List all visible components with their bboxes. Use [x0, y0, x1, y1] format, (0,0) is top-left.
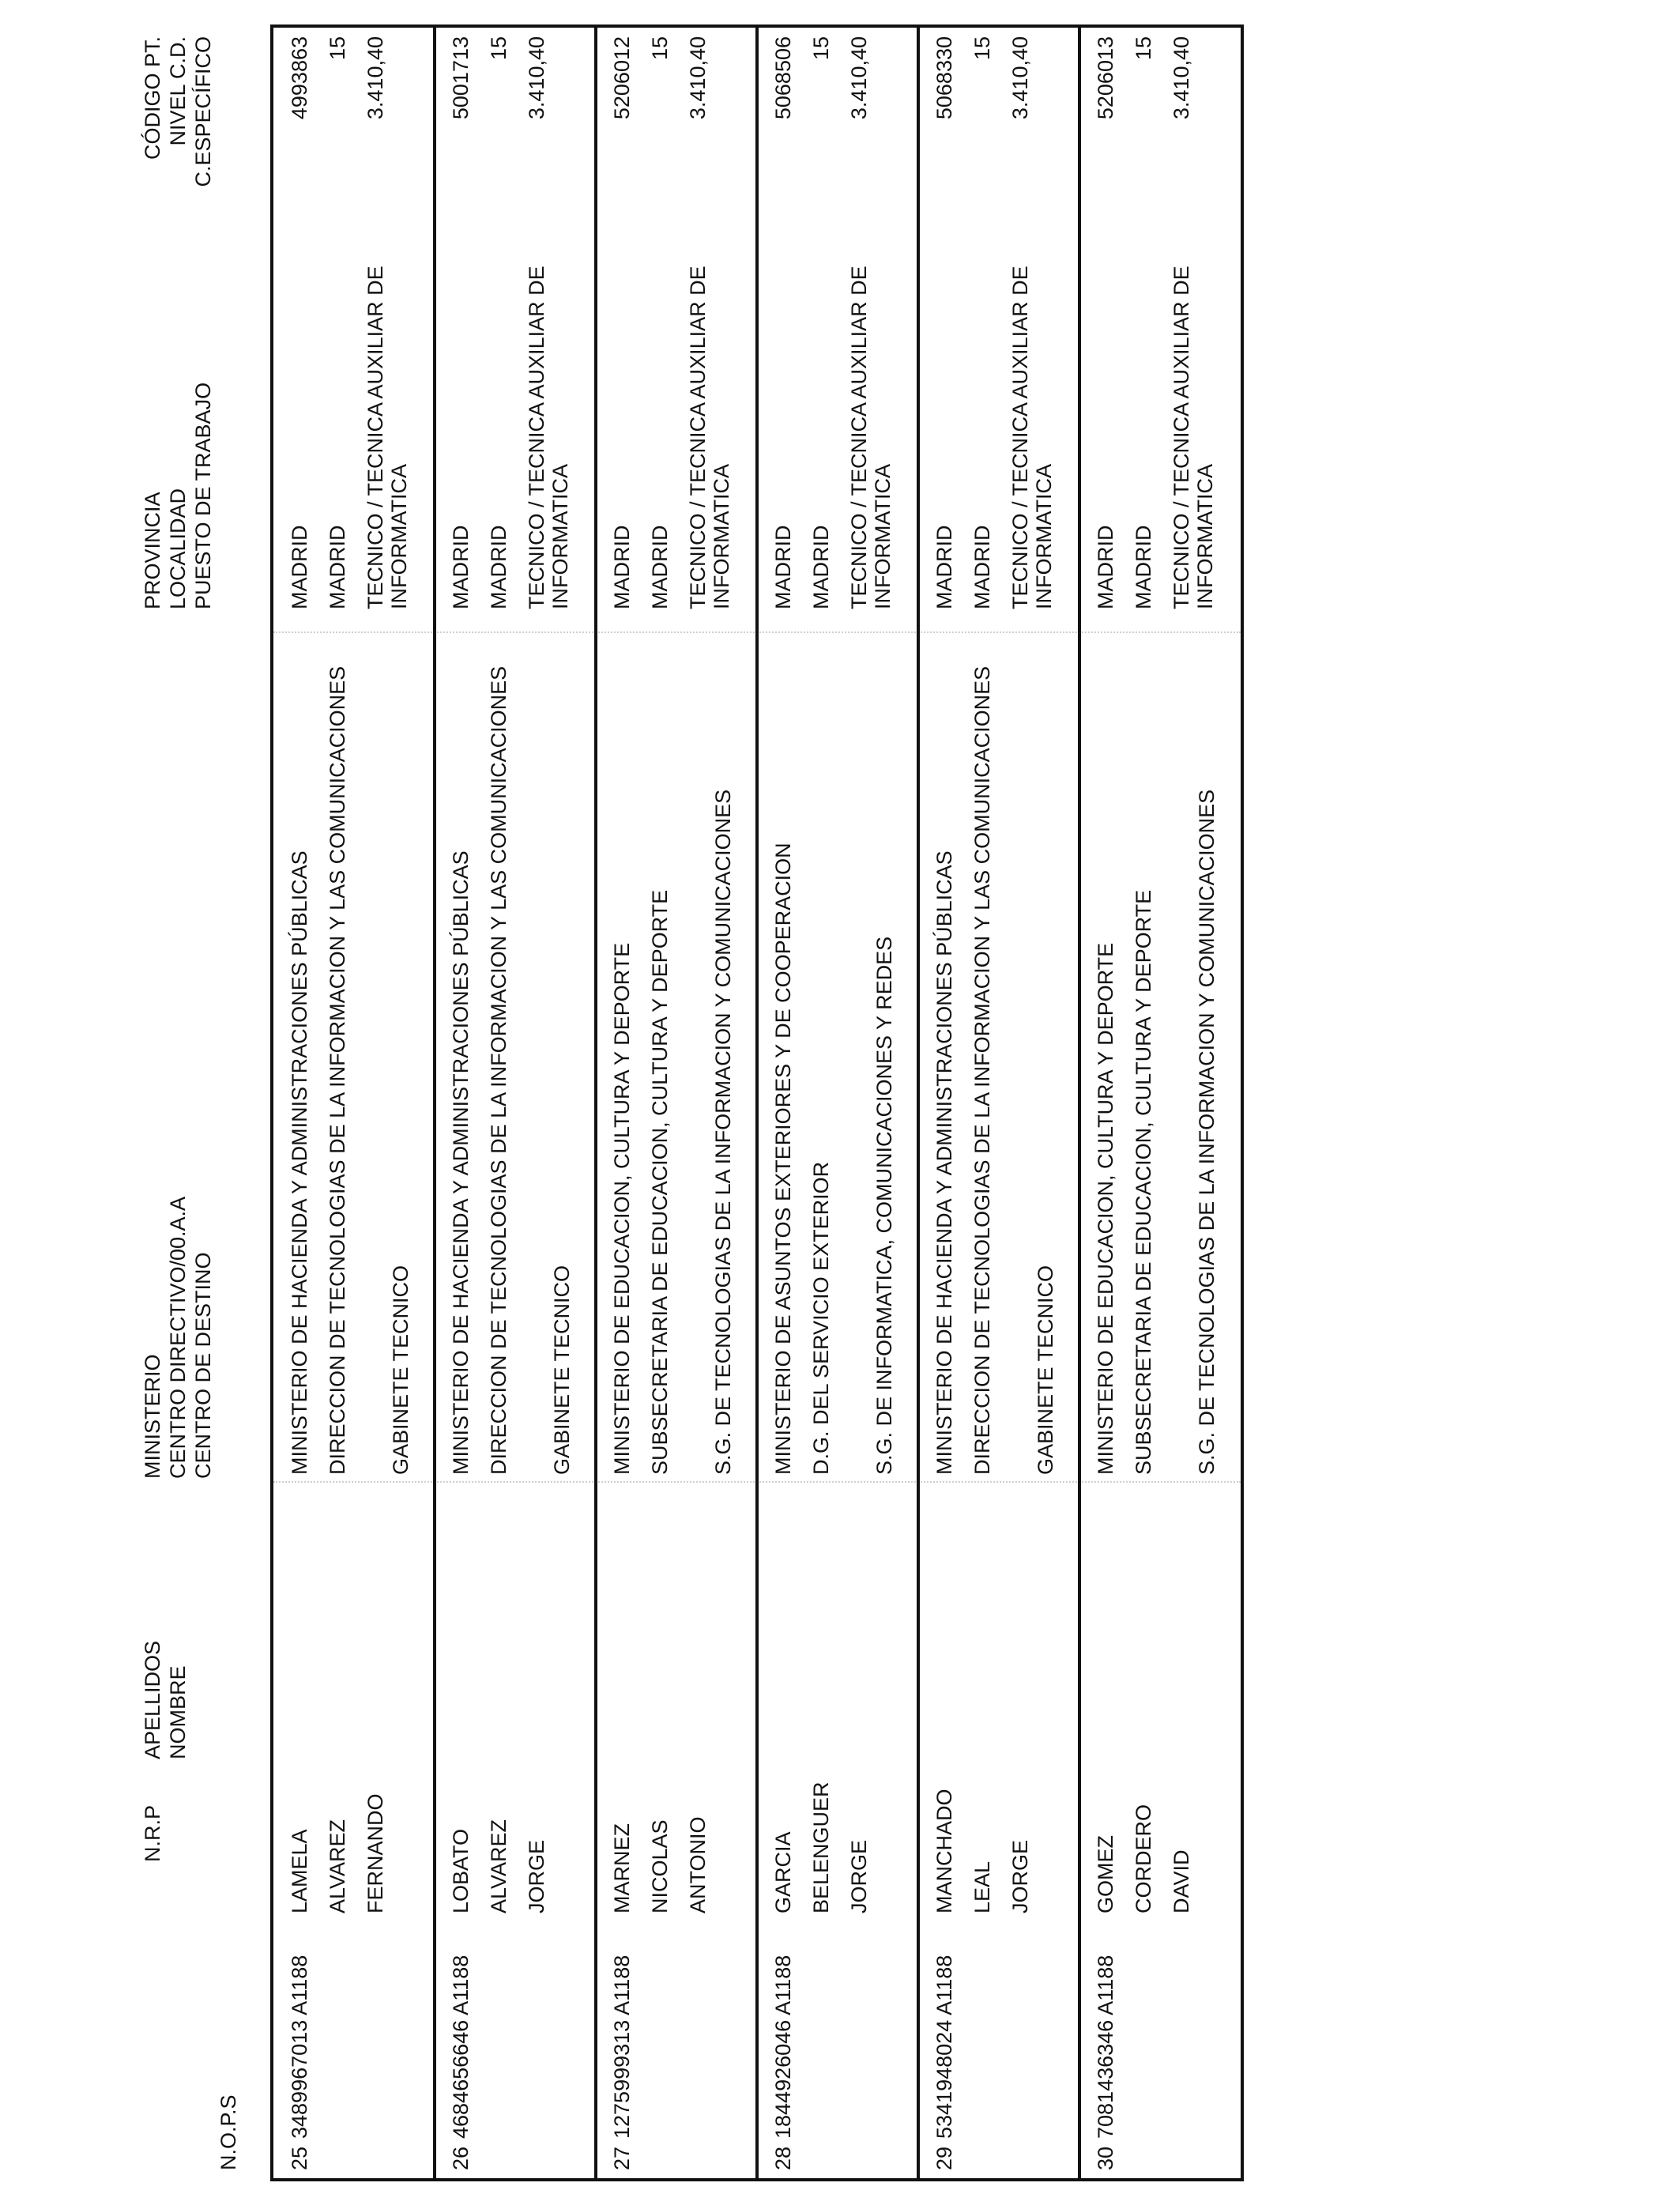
- header-provincia-puesto: [140, 383, 258, 609]
- nrp-cell: 4684656646 A1188: [449, 1955, 473, 2139]
- localidad-cell: MADRID: [648, 525, 672, 609]
- puesto-cell: TECNICO / TECNICA AUXILIAR DE INFORMATICA: [525, 266, 572, 609]
- especifico-cell: 3.410,40: [363, 36, 387, 120]
- header-apellidos-nombre: [140, 1641, 258, 1759]
- puesto-cell: TECNICO / TECNICA AUXILIAR DE INFORMATICA: [1008, 266, 1056, 609]
- header-nivel: NIVEL C.D.: [166, 36, 190, 146]
- nops-cell: 27: [610, 2146, 634, 2170]
- especifico-cell: 3.410,40: [1008, 36, 1032, 120]
- codigo-cell: 5068330: [932, 36, 956, 120]
- nrp-cell: 1844926046 A1188: [771, 1955, 795, 2139]
- centro-directivo-cell: DIRECCION DE TECNOLOGIAS DE LA INFORMACION Y LAS COMUNICACIONES: [487, 665, 510, 1475]
- nombre-cell: JORGE: [1008, 1839, 1032, 1913]
- codigo-cell: 5001713: [449, 36, 473, 120]
- centro-directivo-cell: D.G. DEL SERVICIO EXTERIOR: [809, 1161, 833, 1475]
- puesto-cell: TECNICO / TECNICA AUXILIAR DE INFORMATICA: [847, 266, 895, 609]
- localidad-cell: MADRID: [809, 525, 833, 609]
- codigo-cell: 5206012: [610, 36, 634, 120]
- nops-cell: 29: [932, 2146, 956, 2170]
- centro-destino-cell: GABINETE TECNICO: [1034, 1265, 1057, 1475]
- apellido1-cell: MARNEZ: [610, 1823, 634, 1913]
- header-ministerio-centro: [140, 1197, 258, 1479]
- centro-directivo-cell: DIRECCION DE TECNOLOGIAS DE LA INFORMACION Y LAS COMUNICACIONES: [326, 665, 349, 1475]
- especifico-cell: 3.410,40: [847, 36, 871, 120]
- apellido2-cell: ALVAREZ: [487, 1819, 510, 1913]
- nivel-cell: 15: [1132, 36, 1155, 61]
- nrp-cell: 7081436346 A1188: [1094, 1955, 1117, 2139]
- codigo-cell: 5068506: [771, 36, 795, 120]
- localidad-cell: MADRID: [970, 525, 994, 609]
- nops-cell: 26: [449, 2146, 473, 2170]
- header-centro-directivo: CENTRO DIRECTIVO/00.A.A: [166, 1196, 190, 1479]
- ministerio-cell: MINISTERIO DE ASUNTOS EXTERIORES Y DE COOPERACION: [771, 843, 795, 1475]
- apellido2-cell: ALVAREZ: [326, 1819, 349, 1913]
- provincia-cell: MADRID: [932, 525, 956, 609]
- apellido2-cell: CORDERO: [1132, 1804, 1155, 1913]
- provincia-cell: MADRID: [610, 525, 634, 609]
- ministerio-cell: MINISTERIO DE HACIENDA Y ADMINISTRACIONES PÚBLICAS: [288, 850, 311, 1475]
- centro-destino-cell: S.G. DE INFORMATICA, COMUNICACIONES Y REDES: [872, 936, 896, 1475]
- provincia-cell: MADRID: [771, 525, 795, 609]
- nrp-cell: 3489967013 A1188: [288, 1955, 311, 2139]
- header-especifico: C.ESPECÍFICO: [191, 36, 215, 187]
- centro-destino-cell: S.G. DE TECNOLOGIAS DE LA INFORMACION Y COMUNICACIONES: [1195, 789, 1219, 1475]
- nombre-cell: ANTONIO: [686, 1816, 710, 1913]
- provincia-cell: MADRID: [449, 525, 473, 609]
- table-row: [1079, 28, 1242, 2178]
- puesto-cell: TECNICO / TECNICA AUXILIAR DE INFORMATICA: [363, 266, 411, 609]
- provincia-cell: MADRID: [288, 525, 311, 609]
- codigo-cell: 4993863: [288, 36, 311, 120]
- localidad-cell: MADRID: [326, 525, 349, 609]
- nops-cell: 25: [288, 2146, 311, 2170]
- records-table: [270, 25, 1244, 2181]
- codigo-cell: 5206013: [1094, 36, 1117, 120]
- puesto-cell: TECNICO / TECNICA AUXILIAR DE INFORMATICA: [686, 266, 733, 609]
- especifico-cell: 3.410,40: [686, 36, 710, 120]
- nrp-cell: 5341948024 A1188: [932, 1955, 956, 2139]
- header-localidad: LOCALIDAD: [166, 488, 190, 609]
- nops-cell: 28: [771, 2146, 795, 2170]
- apellido1-cell: GOMEZ: [1094, 1835, 1117, 1913]
- apellido1-cell: MANCHADO: [932, 1789, 956, 1913]
- header-nrp: [140, 1805, 258, 1862]
- header-apellidos: APELLIDOS: [141, 1640, 164, 1759]
- localidad-cell: MADRID: [1132, 525, 1155, 609]
- nivel-cell: 15: [326, 36, 349, 61]
- centro-directivo-cell: SUBSECRETARIA DE EDUCACION, CULTURA Y DEPORTE: [1132, 889, 1155, 1475]
- nombre-cell: DAVID: [1170, 1849, 1193, 1913]
- header-nops: [140, 2094, 258, 2170]
- header-puesto: PUESTO DE TRABAJO: [191, 382, 215, 609]
- table-row: [596, 28, 759, 2178]
- header-codigo-nivel: [140, 36, 258, 226]
- apellido1-cell: LOBATO: [449, 1828, 473, 1913]
- localidad-cell: MADRID: [487, 525, 510, 609]
- provincia-cell: MADRID: [1094, 525, 1117, 609]
- ministerio-cell: MINISTERIO DE EDUCACION, CULTURA Y DEPORTE: [610, 942, 634, 1475]
- centro-destino-cell: GABINETE TECNICO: [389, 1265, 412, 1475]
- nivel-cell: 15: [970, 36, 994, 61]
- nombre-cell: FERNANDO: [363, 1793, 387, 1913]
- especifico-cell: 3.410,40: [525, 36, 548, 120]
- header-ministerio: MINISTERIO: [141, 1354, 164, 1479]
- header-nrp-label: N.R.P: [141, 1804, 164, 1862]
- especifico-cell: 3.410,40: [1170, 36, 1193, 120]
- ministerio-cell: MINISTERIO DE EDUCACION, CULTURA Y DEPORTE: [1094, 942, 1117, 1475]
- header-provincia: PROVINCIA: [141, 492, 164, 609]
- table-row: [435, 28, 597, 2178]
- apellido2-cell: LEAL: [970, 1860, 994, 1913]
- ministerio-cell: MINISTERIO DE HACIENDA Y ADMINISTRACIONES PÚBLICAS: [449, 850, 473, 1475]
- nivel-cell: 15: [809, 36, 833, 61]
- centro-destino-cell: GABINETE TECNICO: [550, 1265, 574, 1475]
- apellido1-cell: GARCIA: [771, 1831, 795, 1913]
- header-nops-label: N.O.P.S: [217, 2094, 240, 2170]
- apellido1-cell: LAMELA: [288, 1829, 311, 1913]
- header-codigo: CÓDIGO PT.: [141, 36, 164, 160]
- centro-directivo-cell: SUBSECRETARIA DE EDUCACION, CULTURA Y DEPORTE: [648, 889, 672, 1475]
- centro-destino-cell: S.G. DE TECNOLOGIAS DE LA INFORMACION Y COMUNICACIONES: [711, 789, 735, 1475]
- header-centro-destino: CENTRO DE DESTINO: [191, 1252, 215, 1479]
- nrp-cell: 1275999313 A1188: [610, 1955, 634, 2139]
- table-row: [918, 28, 1081, 2178]
- apellido2-cell: BELENGUER: [809, 1781, 833, 1913]
- ministerio-cell: MINISTERIO DE HACIENDA Y ADMINISTRACIONES PÚBLICAS: [932, 850, 956, 1475]
- puesto-cell: TECNICO / TECNICA AUXILIAR DE INFORMATICA: [1170, 266, 1217, 609]
- nops-cell: 30: [1094, 2146, 1117, 2170]
- table-row: [273, 28, 436, 2178]
- nivel-cell: 15: [648, 36, 672, 61]
- header-nombre: NOMBRE: [166, 1665, 190, 1759]
- apellido2-cell: NICOLAS: [648, 1819, 672, 1913]
- nivel-cell: 15: [487, 36, 510, 61]
- table-row: [757, 28, 920, 2178]
- centro-directivo-cell: DIRECCION DE TECNOLOGIAS DE LA INFORMACION Y LAS COMUNICACIONES: [970, 665, 994, 1475]
- nombre-cell: JORGE: [847, 1839, 871, 1913]
- nombre-cell: JORGE: [525, 1839, 548, 1913]
